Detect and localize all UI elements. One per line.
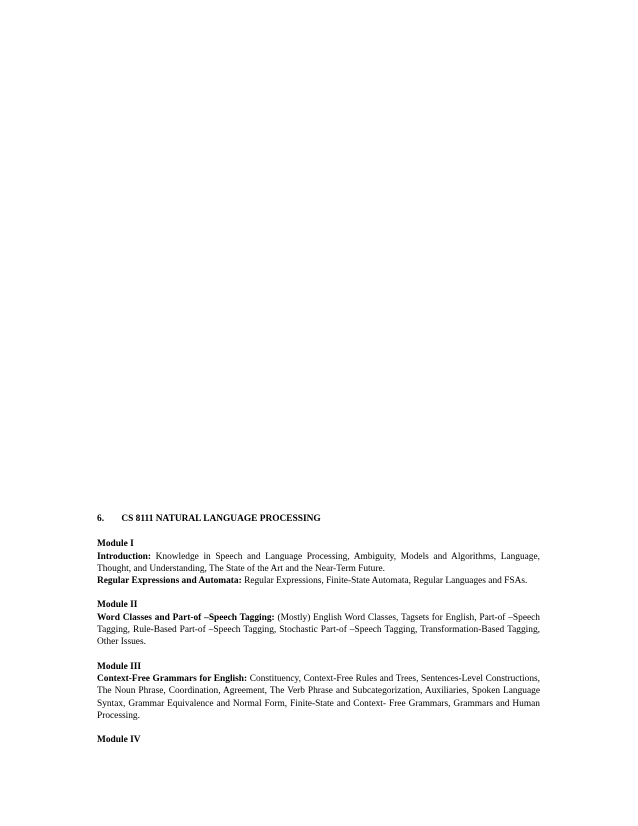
module-4 <box>97 734 540 746</box>
topic-heading: Word Classes and Part-of –Speech Tagging: <box>97 612 275 623</box>
course-title: CS 8111 NATURAL LANGUAGE PROCESSING <box>121 514 321 524</box>
topic-heading: Introduction: <box>97 551 152 562</box>
course-heading <box>97 513 540 525</box>
module-title: Module IV <box>97 735 141 746</box>
syllabus-page <box>97 513 540 758</box>
module-3 <box>97 661 540 722</box>
topic-heading: Context-Free Grammars for English: <box>97 673 248 684</box>
topic-text: Constituency, Context-Free Rules and Trees, Sentences-Level Constructions, The Noun Phrase, Coordination, Agreement, The Verb Phrase and Subcategorization, Auxiliaries, Spoken Language Syntax, Grammar Equivalence and Normal Form, Finite-State and Context- Free Grammars, Grammars and Human Processing. <box>97 673 540 721</box>
course-number: 6. <box>97 514 105 524</box>
topic-text: Knowledge in Speech and Language Processing, Ambiguity, Models and Algorithms, Language, Thought, and Understanding, The State of the Art and the Near-Term Future. <box>97 551 541 574</box>
topic-text: (Mostly) English Word Classes, Tagsets for English, Part-of –Speech Tagging, Rule-Based Part-of –Speech Tagging, Stochastic Part-of –Speech Tagging, Transformation-Based Tagging, Other Issues. <box>97 612 540 648</box>
module-1 <box>97 538 540 587</box>
module-title: Module III <box>97 661 142 672</box>
topic-text: Regular Expressions, Finite-State Automata, Regular Languages and FSAs. <box>244 576 528 587</box>
topic-heading: Regular Expressions and Automata: <box>97 576 242 587</box>
module-paragraph <box>97 551 540 576</box>
module-paragraph <box>97 673 540 722</box>
module-2 <box>97 599 540 648</box>
module-paragraph <box>97 612 540 649</box>
module-title: Module II <box>97 600 138 611</box>
module-title: Module I <box>97 539 134 550</box>
module-paragraph <box>97 575 540 587</box>
